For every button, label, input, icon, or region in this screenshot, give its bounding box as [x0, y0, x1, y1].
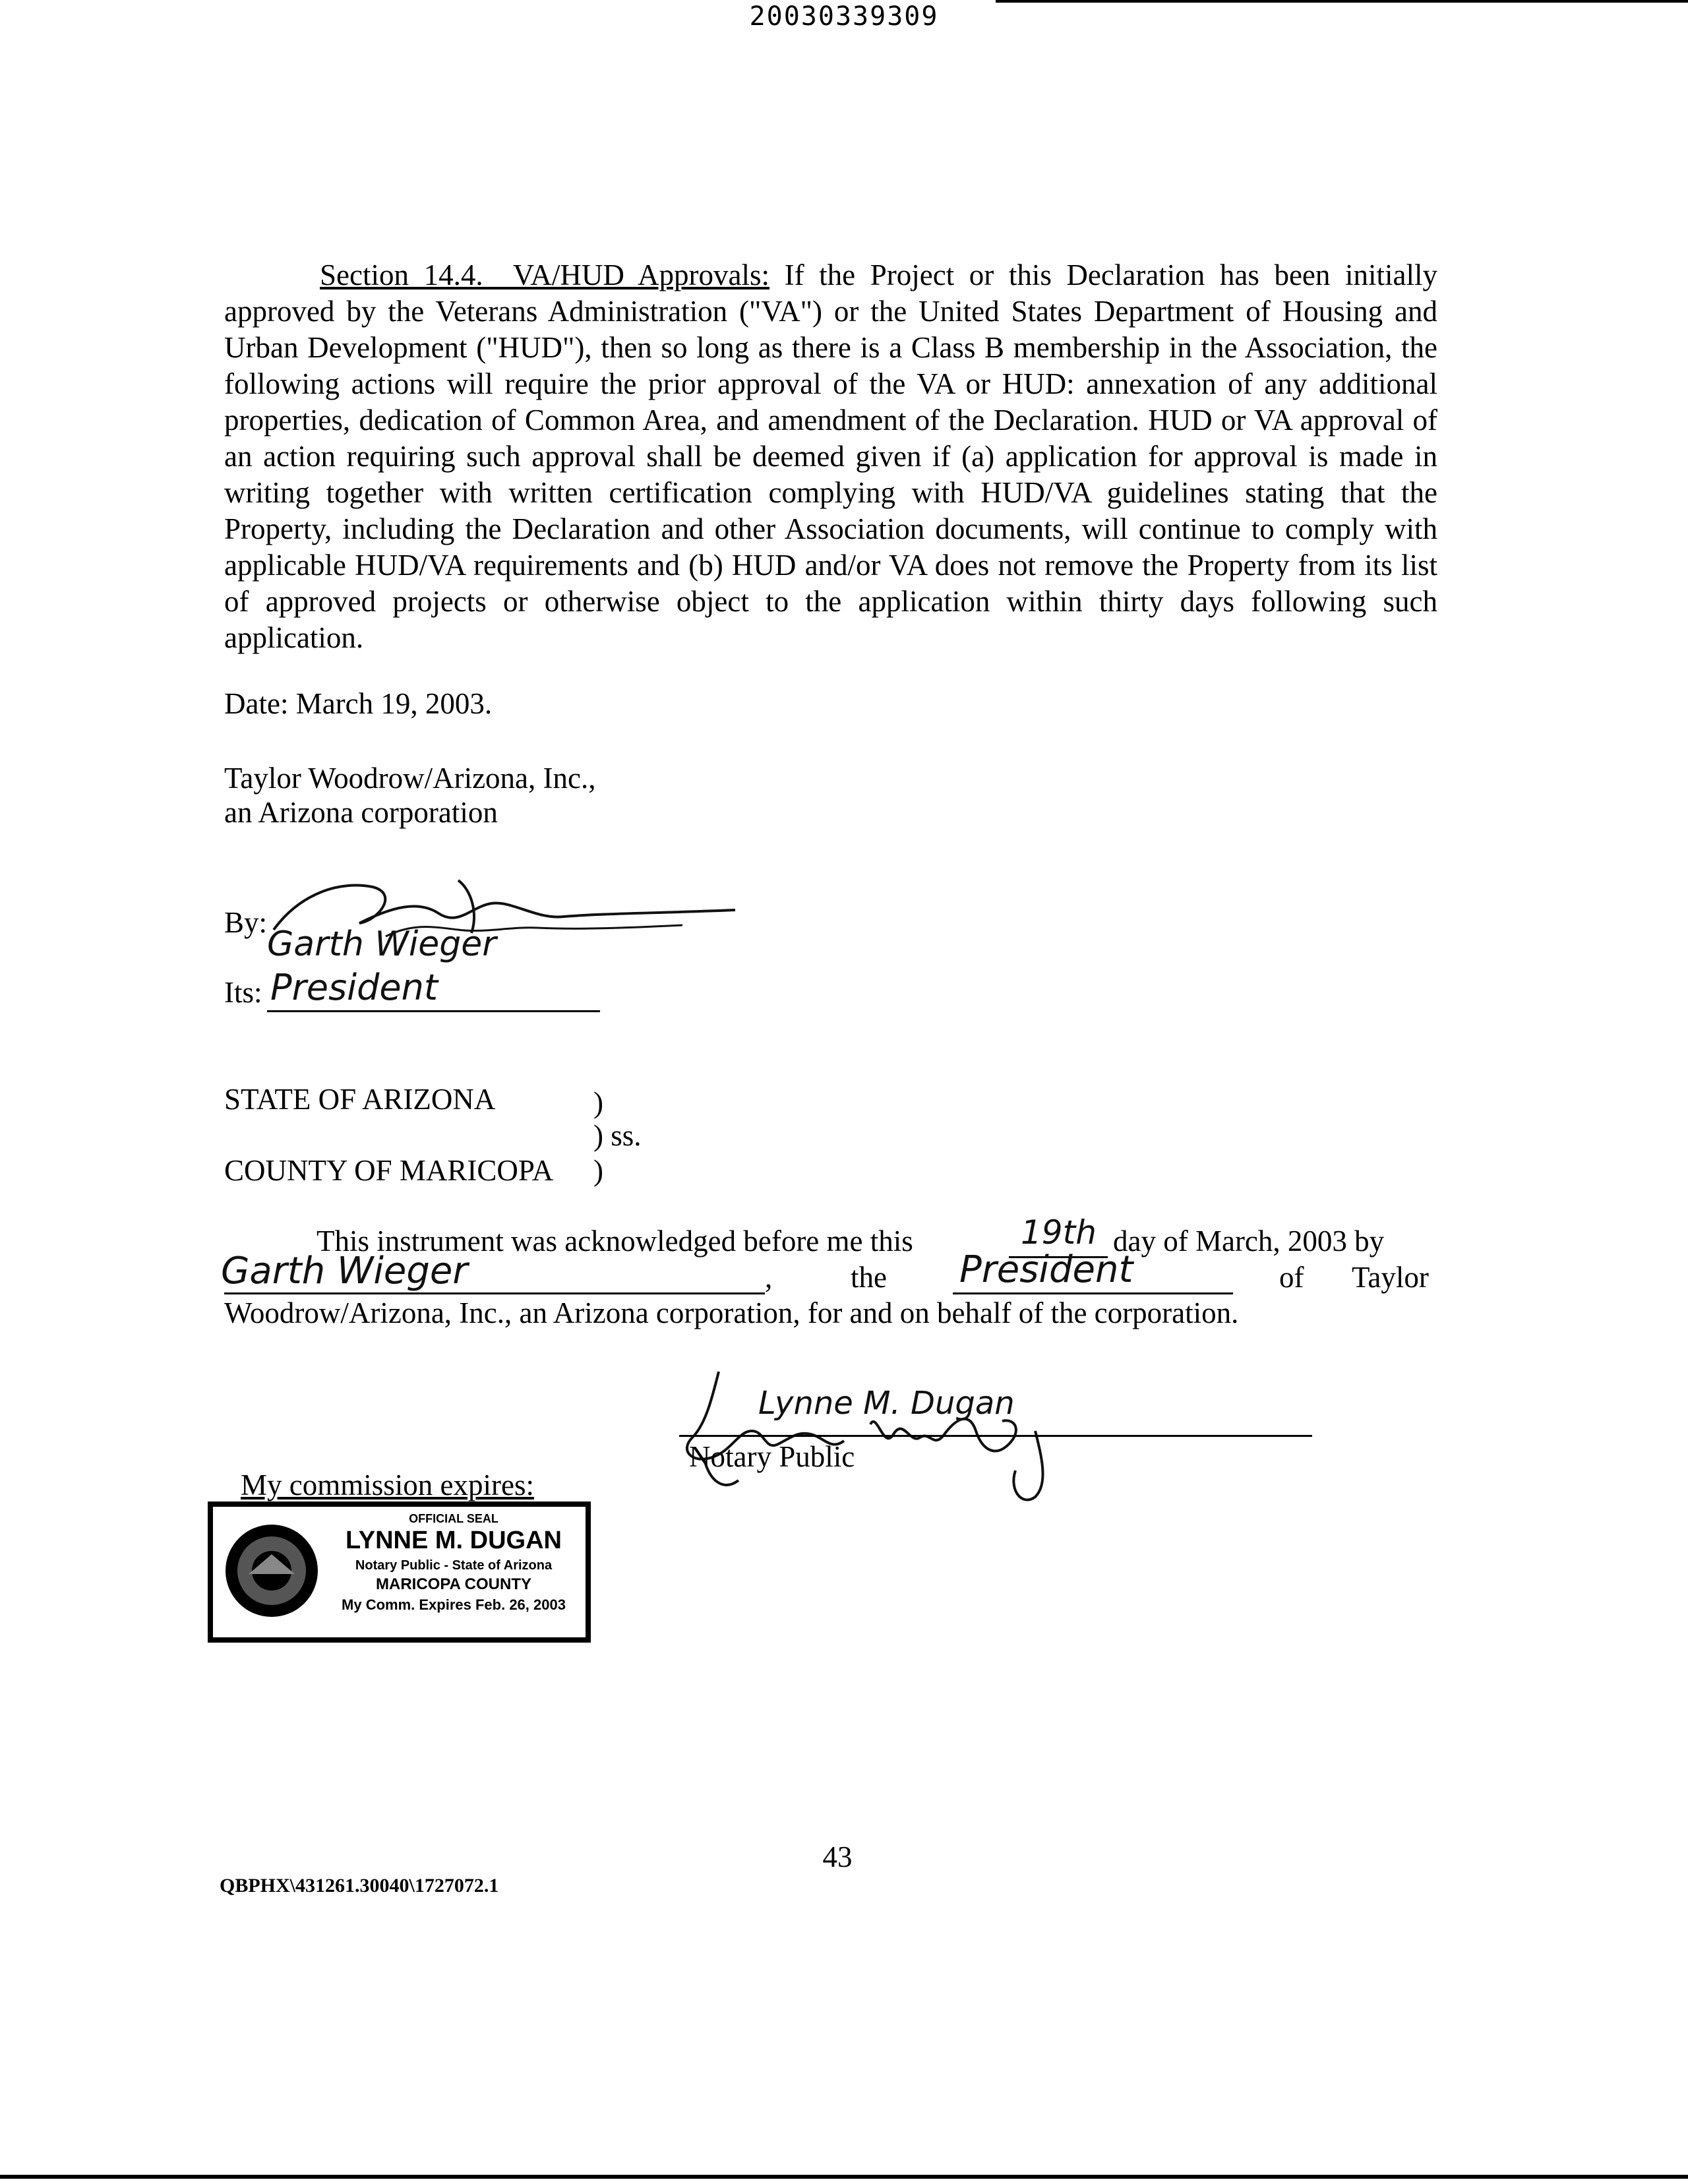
its-label: Its:	[224, 976, 262, 1009]
ack-day-handwritten: 19th	[1021, 1213, 1097, 1252]
ack-the: the	[851, 1261, 887, 1294]
section-heading: Section 14.4. VA/HUD Approvals:	[320, 258, 769, 291]
section-text: If the Project or this Declaration has been initially approved by the Veterans Administration ("VA") or the United States Department of Housing and Urban Development ("HUD"), then so long as there is a Class B membership in the Association, the following actions will require the prior approval of the VA or HUD: annexation of any additional properties, dedication of Common Area, and amendment of the Declaration. HUD or VA approval of an action requiring such approval shall be deemed given if (a) application for approval is made in writing together with written certification complying with HUD/VA guidelines stating that the Property, including the Declaration and other Association documents, will continue to comply with applicable HUD/VA requirements and (b) HUD and/or VA does not remove the Property from its list of approved projects or otherwise object to the application within thirty days following such application.	[224, 258, 1437, 654]
venue-county: COUNTY OF MARICOPA	[224, 1154, 554, 1187]
venue-state: STATE OF ARIZONA	[224, 1083, 496, 1116]
ack-title-underline	[953, 1292, 1233, 1294]
bottom-rule	[0, 2175, 1688, 2179]
commission-expires-label: My commission expires:	[241, 1469, 534, 1502]
notary-signature-line	[679, 1435, 1312, 1437]
section-paragraph	[224, 257, 1437, 656]
ack-of: of	[1279, 1261, 1304, 1294]
page-number: 43	[822, 1840, 853, 1873]
ack-line3: Woodrow/Arizona, Inc., an Arizona corporation, for and on behalf of the corporation.	[224, 1296, 1239, 1329]
ack-name-underline	[224, 1292, 765, 1294]
seal-line5: My Comm. Expires Feb. 26, 2003	[342, 1596, 566, 1613]
ack-taylor: Taylor	[1352, 1261, 1429, 1294]
date-line: Date: March 19, 2003.	[224, 687, 493, 720]
company-type: an Arizona corporation	[224, 796, 498, 829]
ack-line1-b: day of March, 2003 by	[1113, 1225, 1385, 1258]
document-number: 20030339309	[749, 1, 939, 32]
company-name: Taylor Woodrow/Arizona, Inc.,	[224, 762, 596, 795]
by-printed-name: Garth Wieger	[267, 925, 497, 964]
notary-seal	[208, 1502, 591, 1643]
venue-paren-3: )	[593, 1154, 603, 1187]
ack-name-handwritten: Garth Wieger	[221, 1250, 468, 1292]
ack-title-handwritten: President	[959, 1248, 1133, 1291]
document-id: QBPHX\431261.30040\1727072.1	[220, 1875, 499, 1896]
notary-public-label: Notary Public	[689, 1440, 855, 1473]
top-rule	[996, 0, 1688, 3]
venue-paren-1: )	[593, 1086, 603, 1119]
seal-line2: LYNNE M. DUGAN	[346, 1527, 562, 1554]
ack-line1-a: This instrument was acknowledged before me this	[316, 1225, 913, 1258]
its-underline	[267, 1010, 600, 1012]
its-title-handwritten: President	[270, 967, 438, 1008]
state-seal-emblem	[222, 1521, 321, 1620]
notary-signature-text: Lynne M. Dugan	[758, 1385, 1015, 1422]
notary-signature	[666, 1358, 1101, 1510]
seal-line4: MARICOPA COUNTY	[376, 1575, 531, 1593]
ack-comma: ,	[765, 1261, 773, 1294]
seal-line1: OFFICIAL SEAL	[409, 1512, 498, 1525]
by-label: By:	[224, 906, 268, 939]
seal-line3: Notary Public - State of Arizona	[355, 1558, 553, 1573]
venue-ss: ) ss.	[593, 1119, 642, 1152]
